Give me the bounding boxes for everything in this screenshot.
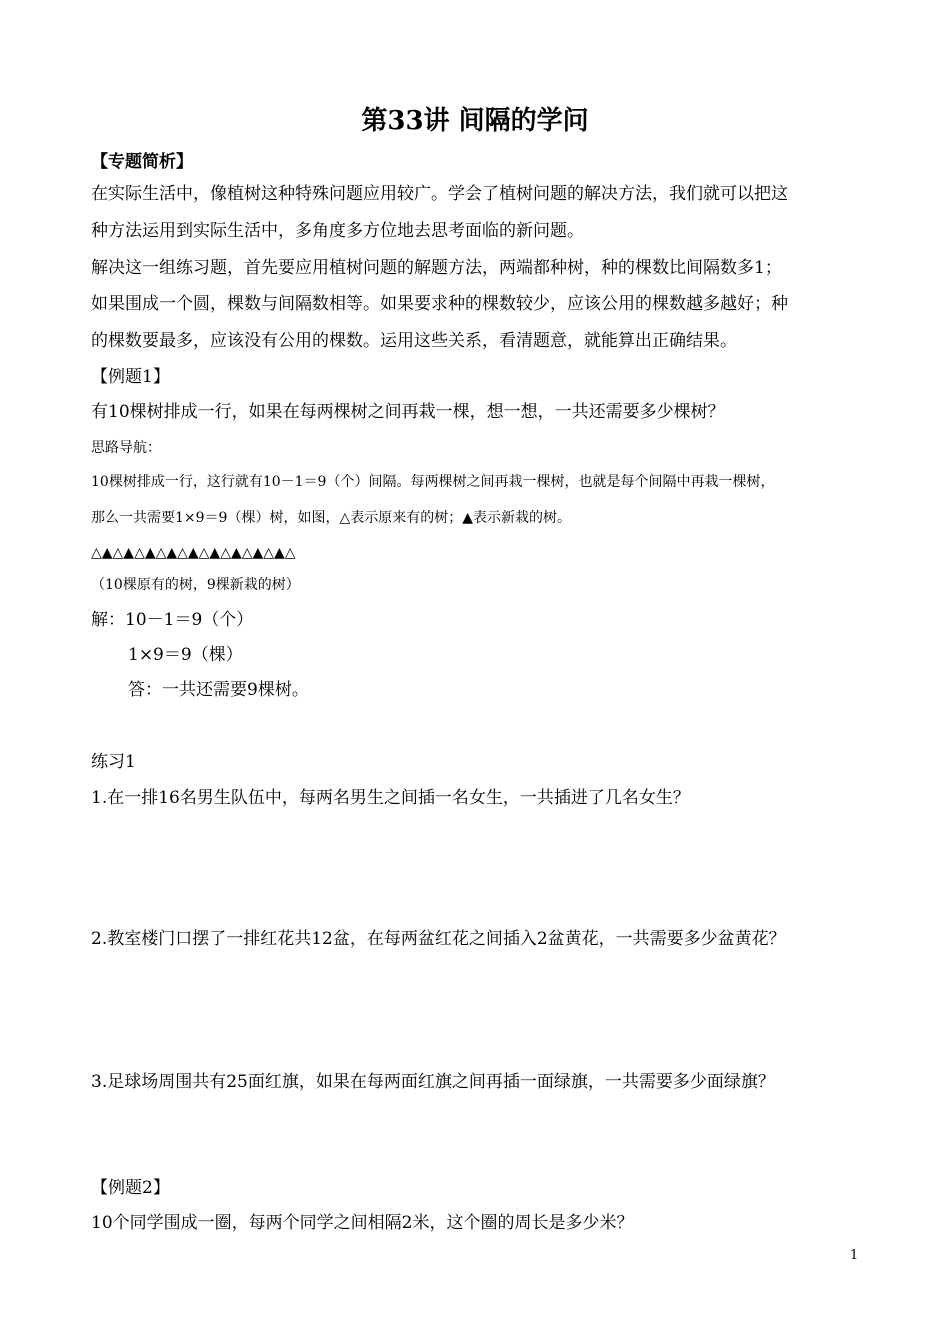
example-1-question: 有10棵树排成一行，如果在每两棵树之间再栽一棵，想一想，一共还需要多少棵树？	[91, 402, 725, 422]
intro-paragraph-2-line-2: 如果围成一个圆，棵数与间隔数相等。如果要求种的棵数较少，应该公用的棵数越多越好；种	[91, 294, 788, 314]
practice-1-question-2: 2.教室楼门口摆了一排红花共12盆，在每两盆红花之间插入2盆黄花，一共需要多少盆黄花？	[91, 929, 786, 949]
intro-paragraph-2-line-1: 解决这一组练习题，首先要应用植树问题的解题方法，两端都种树，种的棵数比间隔数多1；	[91, 258, 782, 278]
intro-paragraph-2-line-3: 的棵数要最多，应该没有公用的棵数。运用这些关系，看清题意，就能算出正确结果。	[91, 331, 737, 351]
intro-paragraph-1-line-2: 种方法运用到实际生活中，多角度多方位地去思考面临的新问题。	[91, 221, 584, 241]
example-2-question: 10个同学围成一圈，每两个同学之间相隔2米，这个圈的周长是多少米？	[91, 1213, 634, 1233]
page-title: 第33讲 间隔的学问	[361, 106, 589, 136]
solution-line-1: 解：10－1＝9（个）	[91, 610, 254, 630]
intro-paragraph-1-line-1: 在实际生活中，像植树这种特殊问题应用较广。学会了植树问题的解决方法，我们就可以把这	[91, 184, 788, 204]
solution-answer: 答：一共还需要9棵树。	[128, 680, 309, 700]
practice-1-question-3: 3.足球场周围共有25面红旗，如果在每两面红旗之间再插一面绿旗，一共需要多少面绿旗？	[91, 1072, 775, 1092]
example-1-hint-line-1: 10棵树排成一行，这行就有10－1＝9（个）间隔。每两棵树之间再栽一棵树，也就是每个间隔中再栽一棵树，	[91, 474, 775, 490]
example-2-heading: 【例题2】	[91, 1178, 170, 1198]
tree-diagram: △▲△▲△▲△▲△▲△▲△▲△▲△▲△	[91, 545, 296, 561]
practice-1-heading: 练习1	[91, 752, 136, 772]
example-1-hint-label: 思路导航：	[91, 440, 161, 456]
page-number: 1	[850, 1248, 859, 1263]
tree-diagram-note: （10棵原有的树，9棵新栽的树）	[91, 577, 300, 593]
example-1-heading: 【例题1】	[91, 367, 170, 387]
section-heading-intro: 【专题简析】	[91, 152, 193, 172]
practice-1-question-1: 1.在一排16名男生队伍中，每两名男生之间插一名女生，一共插进了几名女生？	[91, 788, 690, 808]
solution-line-2: 1×9＝9（棵）	[128, 645, 243, 665]
example-1-hint-line-2: 那么一共需要1×9＝9（棵）树，如图，△表示原来有的树；▲表示新栽的树。	[91, 510, 571, 526]
